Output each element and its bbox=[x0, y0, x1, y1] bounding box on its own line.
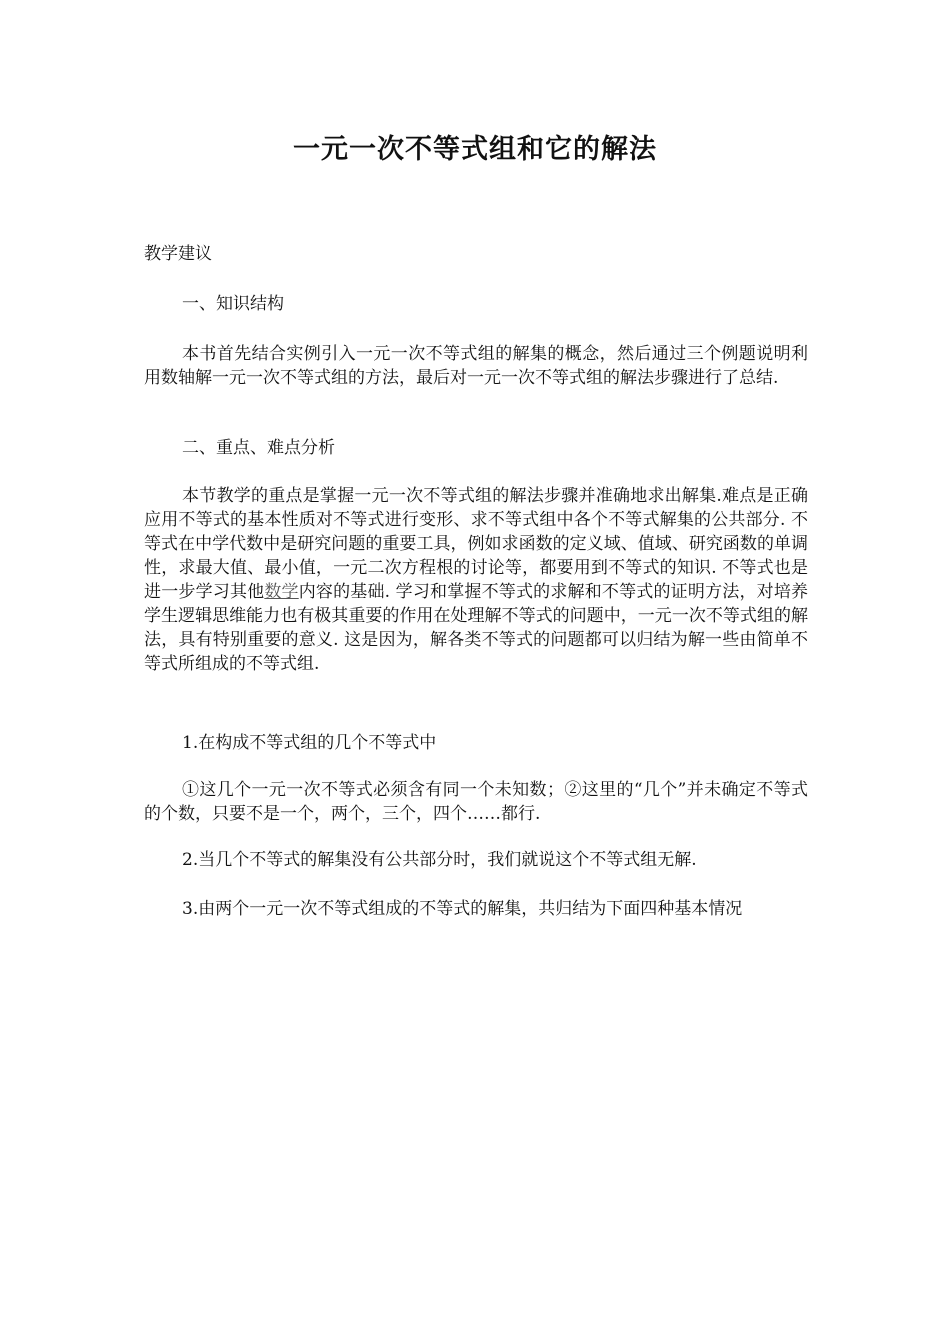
part2-heading: 二、重点、难点分析 bbox=[182, 438, 335, 458]
item3-paragraph: 3.由两个一元一次不等式组成的不等式的解集，共归结为下面四种基本情况 bbox=[182, 899, 743, 919]
item2-paragraph: 2.当几个不等式的解集没有公共部分时，我们就说这个不等式组无解. bbox=[182, 850, 697, 870]
document-title: 一元一次不等式组和它的解法 bbox=[293, 134, 657, 165]
math-link[interactable]: 数学 bbox=[264, 582, 299, 602]
part2-text-after-link: 内容的基础. 学习和掌握不等式的求解和不等式的证明方法，对培养学生逻辑思维能力也有极其重要的作用在处理解不等式的问题中，一元一次不等式组的解法，具有特别重要的意义. 这是因为，解各类不等式的问题都可以归结为解一些由简单不等式所组成的不等式组. bbox=[144, 582, 809, 674]
part1-heading: 一、知识结构 bbox=[182, 294, 284, 314]
item1-heading: 1.在构成不等式组的几个不等式中 bbox=[182, 733, 437, 753]
part1-paragraph: 本书首先结合实例引入一元一次不等式组的解集的概念，然后通过三个例题说明利用数轴解一元一次不等式组的方法，最后对一元一次不等式组的解法步骤进行了总结. bbox=[144, 344, 808, 388]
part2-paragraph bbox=[144, 484, 808, 676]
item1-paragraph: ①这几个一元一次不等式必须含有同一个未知数；②这里的“几个”并未确定不等式的个数，只要不是一个，两个，三个，四个……都行. bbox=[144, 780, 808, 824]
section-heading: 教学建议 bbox=[144, 244, 212, 264]
part2-text-before-link: 本节教学的重点是掌握一元一次不等式组的解法步骤并准确地求出解集.难点是正确应用不等式的基本性质对不等式进行变形、求不等式组中各个不等式解集的公共部分. 不等式在中学代数中是研究问题的重要工具，例如求函数的定义域、值域、研究函数的单调性，求最大值、最小值，一元二次方程根的讨论等，都要用到不等式的知识. 不等式也是进一步学习其他 bbox=[144, 486, 808, 602]
